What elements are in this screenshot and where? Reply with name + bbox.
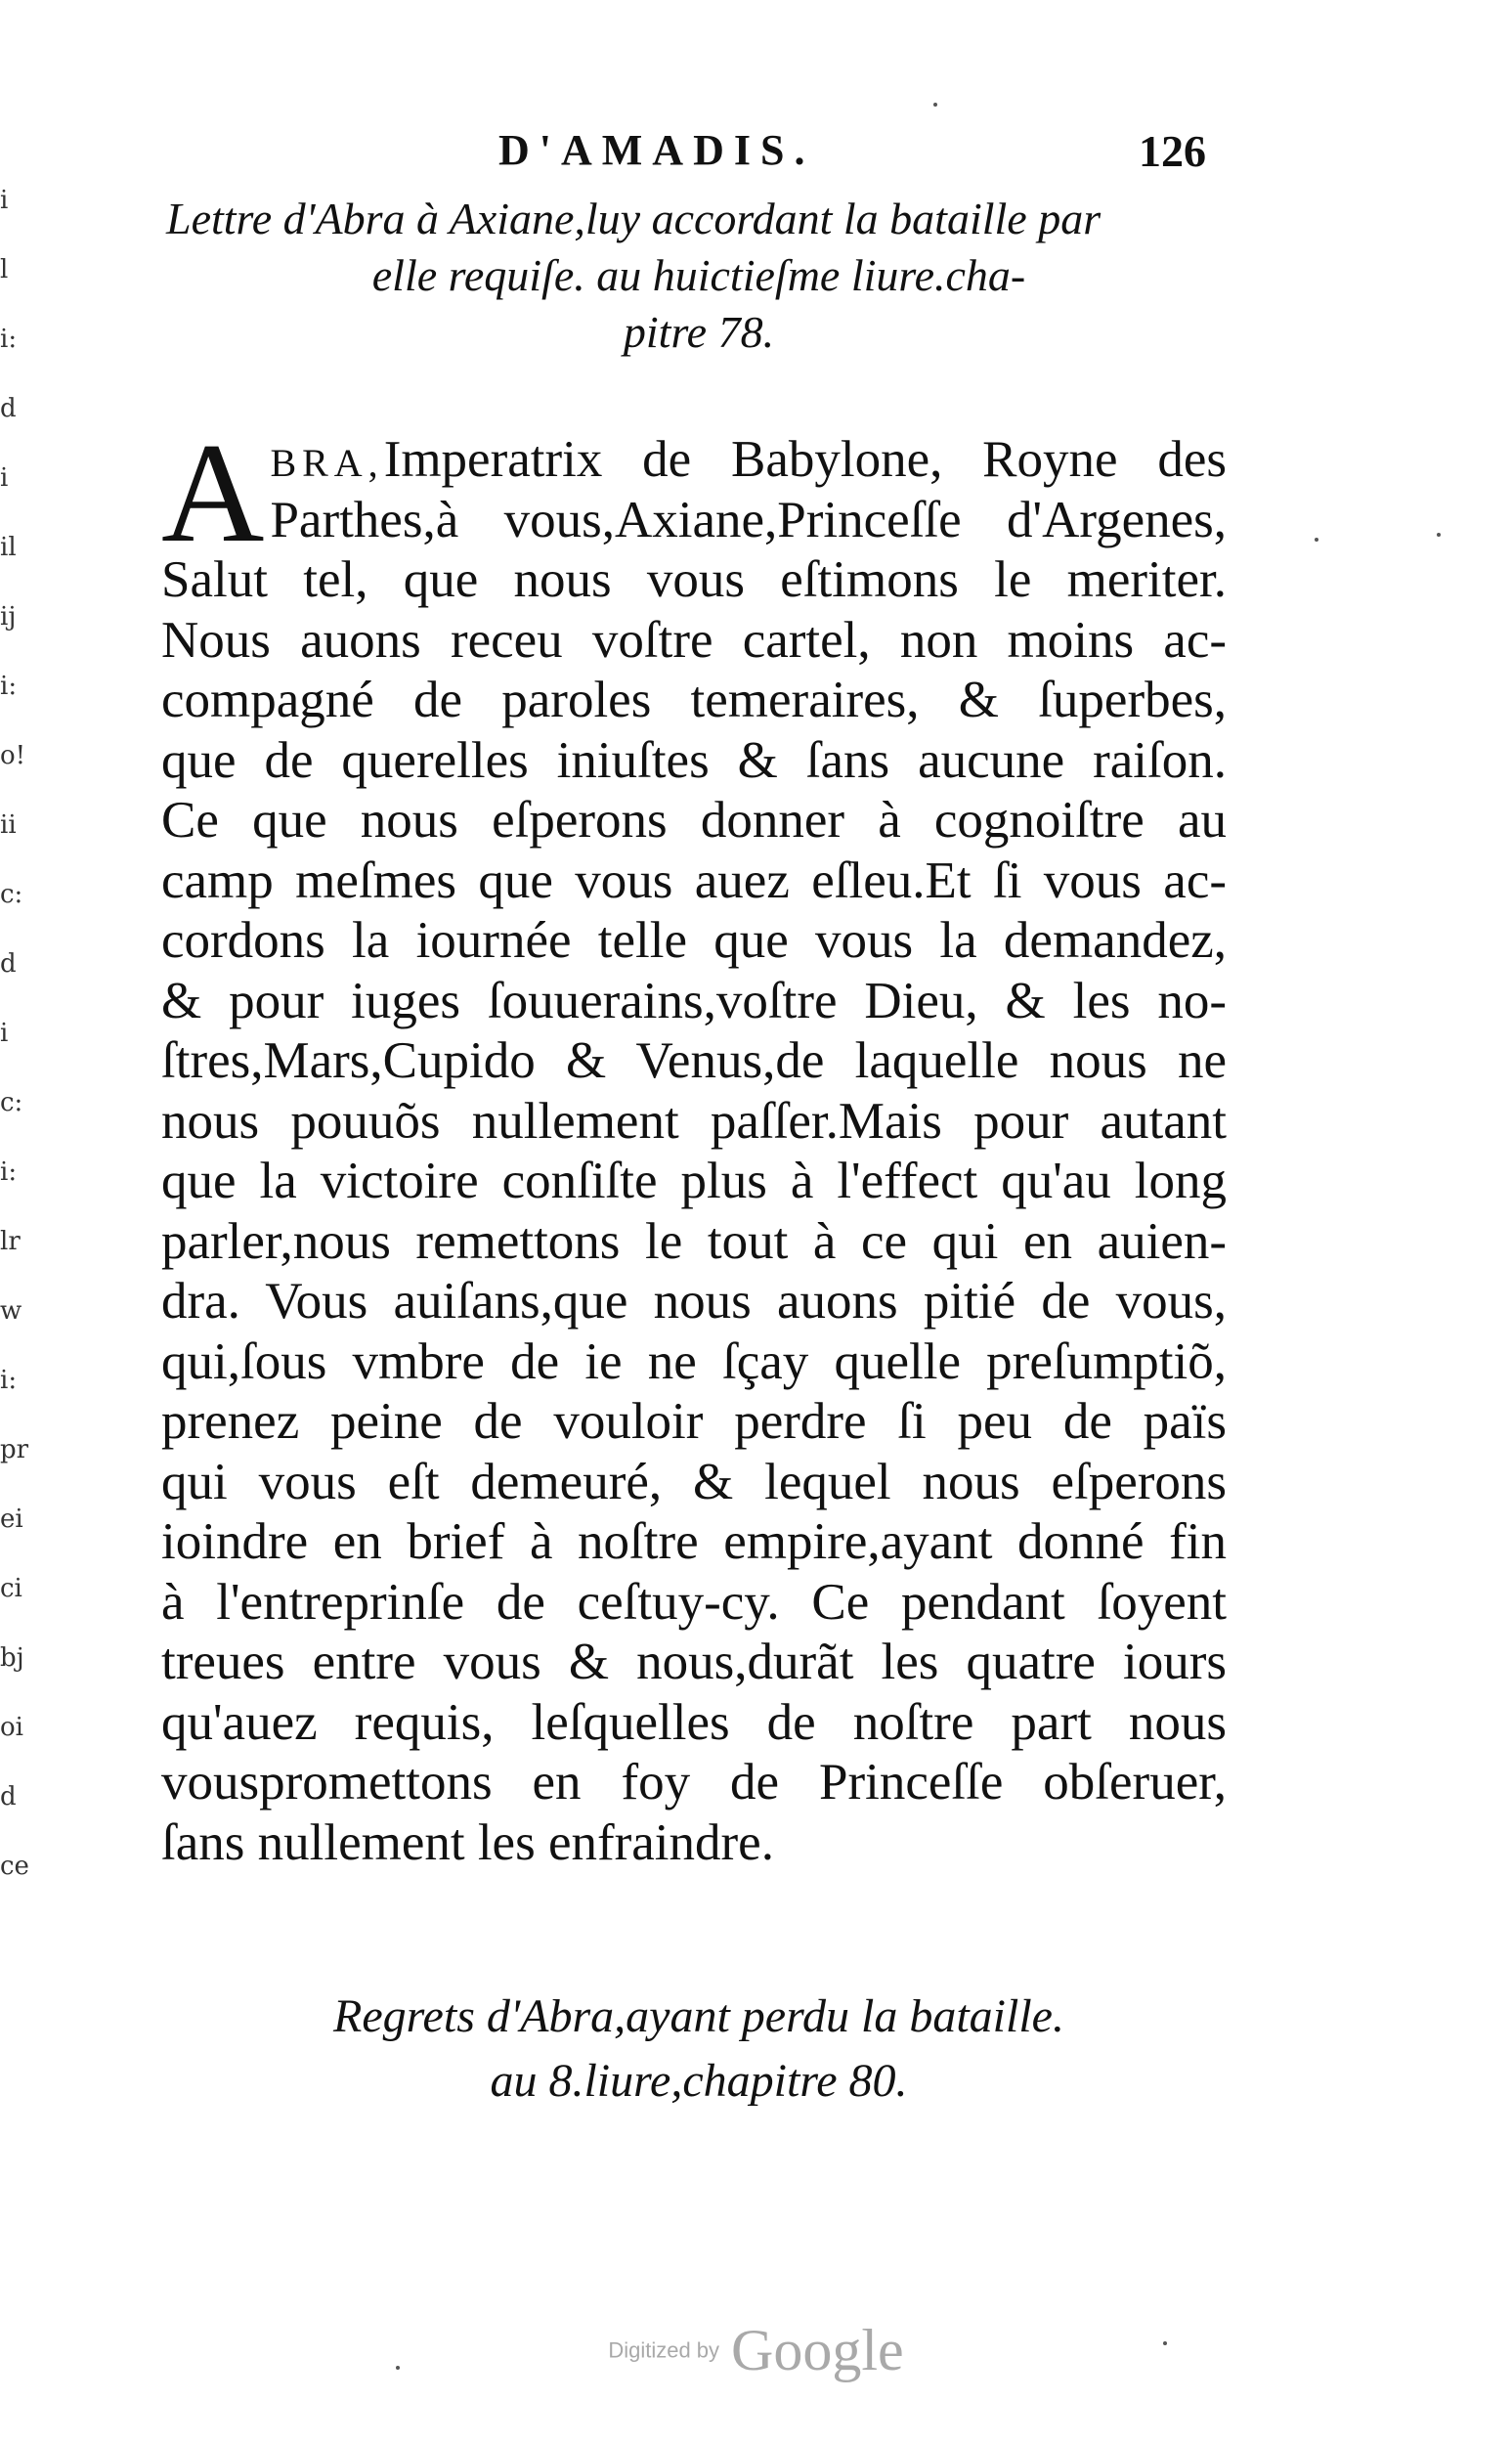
margin-fragment: pr <box>0 1435 29 1464</box>
google-logo: Google <box>731 2318 904 2382</box>
margin-fragment: d <box>0 394 17 423</box>
margin-fragment: ii <box>0 810 17 840</box>
ink-speck <box>396 2366 400 2370</box>
margin-fragment: w <box>0 1296 22 1326</box>
running-head <box>0 125 1512 184</box>
body-line: ioindre en brief à noſtre empire,ayant donné fin <box>161 1513 1227 1570</box>
body-line: nous pouuõs nullement paſſer.Mais pour autant <box>161 1092 1227 1150</box>
letter-body <box>161 414 1227 1873</box>
ink-speck <box>1163 2341 1167 2345</box>
body-line: vouspromettons en foy de Princeſſe obſeruer, <box>161 1754 1227 1811</box>
body-line: qui,ſous vmbre de ie ne ſçay quelle preſumptiõ, <box>161 1332 1227 1390</box>
next-section-heading <box>293 1985 1104 2114</box>
body-line: Ce que nous eſperons donner à cognoiſtre au <box>161 792 1227 849</box>
body-line: Nous auons receu voſtre cartel, non moins ac- <box>161 611 1227 669</box>
margin-fragment: bj <box>0 1643 24 1673</box>
margin-fragment: d <box>0 949 17 979</box>
first-word: BRA, <box>270 441 384 485</box>
running-title: D'AMADIS. <box>498 126 815 174</box>
body-line: dra. Vous auiſans,que nous auons pitié de vous, <box>161 1273 1227 1330</box>
margin-fragment: ei <box>0 1505 23 1534</box>
letter-heading <box>166 191 1231 361</box>
drop-cap: A <box>161 414 265 572</box>
margin-fragment: ij <box>0 602 17 632</box>
margin-fragment: lr <box>0 1227 21 1256</box>
body-line: treues entre vous & nous,durãt les quatre iours <box>161 1634 1227 1690</box>
margin-fragment: i: <box>0 325 18 354</box>
body-line: qui vous eſt demeuré, & lequel nous eſperons <box>161 1453 1227 1510</box>
body-line: à l'entreprinſe de ceſtuy-cy. Ce pendant ſoyent <box>161 1573 1227 1631</box>
body-line: Parthes,à vous,Axiane,Princeſſe d'Argenes, <box>270 491 1227 548</box>
ink-speck <box>933 103 937 107</box>
digitized-watermark <box>0 2317 1512 2384</box>
margin-fragment: i <box>0 1019 9 1048</box>
margin-fragment: ci <box>0 1574 22 1603</box>
margin-fragment: i: <box>0 1366 18 1395</box>
subheading-line: au 8.liure,chapitre 80. <box>490 2055 908 2107</box>
body-line: que de querelles iniuſtes & ſans aucune raiſon. <box>161 731 1227 789</box>
body-line: Salut tel, que nous vous eſtimons le meriter. <box>161 551 1227 608</box>
body-line: & pour iuges ſouuerains,voſtre Dieu, & les no- <box>161 972 1227 1029</box>
margin-fragment: il <box>0 533 17 562</box>
body-line: prenez peine de vouloir perdre ſi peu de païs <box>161 1393 1227 1450</box>
margin-fragment: o! <box>0 741 26 770</box>
ink-speck <box>1315 538 1318 542</box>
subheading-line: Regrets d'Abra,ayant perdu la bataille. <box>333 1990 1064 2042</box>
margin-fragment: i <box>0 186 9 215</box>
body-line: que la victoire conſiſte plus à l'effect qu'au long <box>161 1153 1227 1209</box>
page-number: 126 <box>1139 126 1206 176</box>
margin-fragment: c: <box>0 880 23 909</box>
margin-fragment: i <box>0 463 9 493</box>
ink-speck <box>1437 533 1441 537</box>
body-line-text: Imperatrix de Babylone, Royne des <box>383 431 1227 488</box>
body-line: compagné de paroles temeraires, & ſuperbes, <box>161 672 1227 728</box>
heading-line: elle requiſe. au huictieſme liure.cha- <box>371 250 1026 300</box>
body-line: ſtres,Mars,Cupido & Venus,de laquelle nous ne <box>161 1032 1227 1089</box>
margin-fragment: l <box>0 255 9 284</box>
margin-fragment: ce <box>0 1852 29 1881</box>
margin-fragment: i: <box>0 1157 18 1187</box>
heading-line: Lettre d'Abra à Axiane,luy accordant la bataille par <box>166 194 1102 243</box>
body-line: camp meſmes que vous auez eſleu.Et ſi vous ac- <box>161 851 1227 909</box>
margin-fragment: d <box>0 1782 17 1811</box>
left-margin-bleedthrough <box>0 166 68 2024</box>
watermark-prefix: Digitized by <box>608 2337 720 2363</box>
margin-fragment: oi <box>0 1713 23 1742</box>
body-line: qu'auez requis, leſquelles de noſtre part nous <box>161 1693 1227 1751</box>
margin-fragment: i: <box>0 672 18 701</box>
body-line: cordons la iournée telle que vous la demandez, <box>161 912 1227 969</box>
body-line: ſans nullement les enfraindre. <box>161 1813 774 1871</box>
body-line: parler,nous remettons le tout à ce qui en auien- <box>161 1212 1227 1270</box>
margin-fragment: c: <box>0 1088 23 1117</box>
heading-line: pitre 78. <box>623 307 775 357</box>
body-line <box>270 430 1227 491</box>
